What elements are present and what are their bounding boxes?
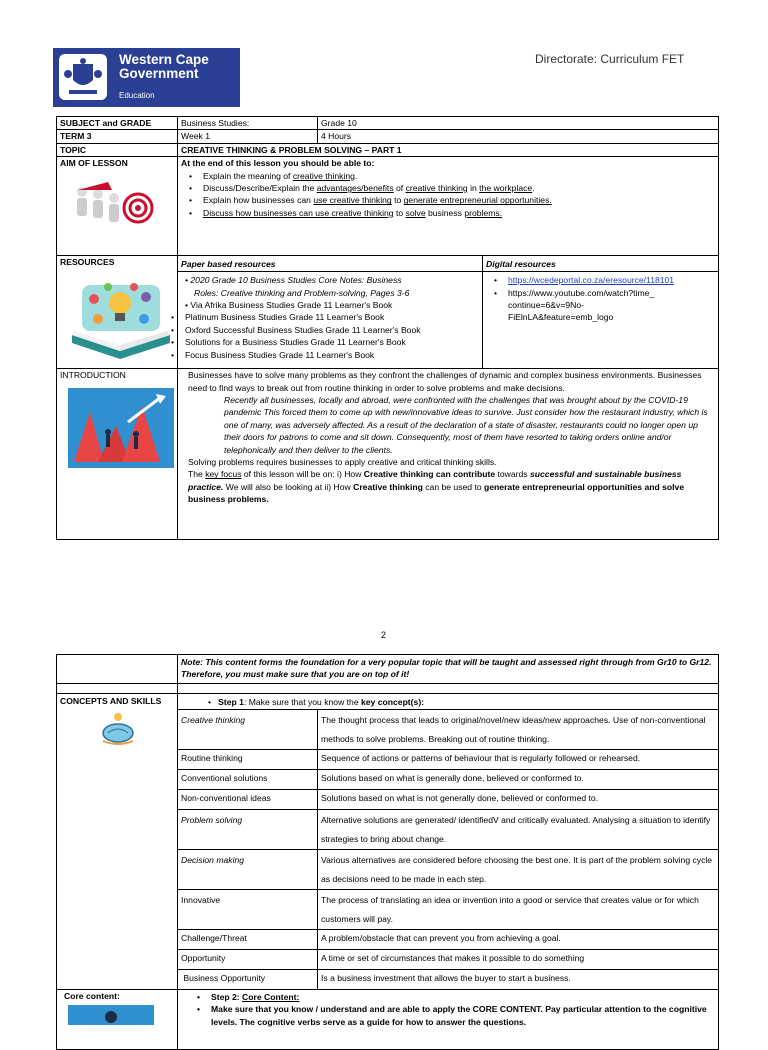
def-conventional-solutions: Solutions based on what is generally done, believed or conformed to.: [318, 770, 719, 790]
term-label: TERM 3: [57, 130, 178, 143]
term-routine-thinking: Routine thinking: [178, 750, 318, 770]
concepts-table: [56, 654, 719, 1050]
logo-line-1: Western Cape: [119, 52, 209, 67]
term-problem-solving: Problem solving: [178, 810, 318, 850]
step2-heading: • Step 2: Core Content:: [189, 991, 715, 1003]
resources-cell: [57, 256, 178, 369]
term-conventional-solutions: Conventional solutions: [178, 770, 318, 790]
def-innovative: The process of translating an idea or invention into a good or service that creates value or for which customers will pay.: [318, 890, 719, 930]
aim-intro: At the end of this lesson you should be able to:: [181, 158, 375, 169]
aim-item: • Explain how businesses can use creative thinking to generate entrepreneurial opportunities.: [181, 194, 715, 206]
core-content-illustration: [68, 1005, 154, 1025]
intro-key-focus: The key focus of this lesson will be on: i) How Creative thinking can contribute towards successful and sustainable business practice. We will also be looking at ii) How Creative thinking can be used to generate entrepreneurial opportunities and solve business problems.: [188, 469, 685, 505]
def-business-opportunity: Is a business investment that allows the buyer to start a business.: [318, 970, 719, 990]
def-opportunity: A time or set of circumstances that makes it possible to do something: [318, 950, 719, 970]
subject-value: Business Studies:: [178, 117, 318, 130]
concepts-label: CONCEPTS AND SKILLS: [60, 696, 162, 706]
def-challenge-threat: A problem/obstacle that can prevent you from achieving a goal.: [318, 930, 719, 950]
logo-line-2: Government: [119, 66, 199, 81]
youtube-link[interactable]: • https://www.youtube.com/watch?time_ continue=6&v=9No- FiElnLA&feature=emb_logo: [486, 287, 715, 324]
topic-value: CREATIVE THINKING & PROBLEM SOLVING – PART 1: [178, 143, 719, 156]
coat-of-arms-icon: [59, 54, 107, 100]
aim-label: AIM OF LESSON: [60, 158, 128, 169]
paper-item: • Via Afrika Business Studies Grade 11 Learner's Book: [185, 300, 393, 311]
wcg-logo: [53, 48, 240, 107]
term-innovative: Innovative: [178, 890, 318, 930]
def-creative-thinking: The thought process that leads to original/novel/new ideas/new approaches. Use of non-conventional methods to solve problems. Breaking out of routine thinking.: [318, 710, 719, 750]
def-routine-thinking: Sequence of actions or patterns of behaviour that is regularly followed or rehearsed.: [318, 750, 719, 770]
intro-paragraph: Businesses have to solve many problems as they confront the challenges of dynamic and complex business environments. Businesses need to find ways to break out from routine thinking in order to solve problems and make decisions.: [188, 370, 702, 393]
paper-item: • 2020 Grade 10 Business Studies Core Notes: Business: [185, 275, 402, 286]
aim-item: • Discuss how businesses can use creative thinking to solve business problems.: [181, 207, 715, 219]
growth-chart-illustration: [68, 388, 174, 468]
core-content-cell: [57, 990, 178, 1050]
week-value: Week 1: [178, 130, 318, 143]
paper-item: • Focus Business Studies Grade 11 Learner's Book: [163, 349, 479, 361]
intro-content: [178, 369, 719, 540]
directorate-label: Directorate: Curriculum FET: [535, 52, 685, 66]
target-figures-illustration: [68, 176, 158, 238]
resources-label: RESOURCES: [60, 257, 115, 268]
paper-resources-header: Paper based resources: [178, 256, 483, 272]
step1-line: • Step 1: Make sure that you know the key concept(s):: [178, 694, 719, 710]
step2-content: [178, 990, 719, 1050]
def-decision-making: Various alternatives are considered before choosing the best one. It is part of the problem solving cycle as decisions need to be made in each step.: [318, 850, 719, 890]
lesson-table: [56, 116, 719, 540]
topic-label: TOPIC: [57, 143, 178, 156]
aim-item: • Discuss/Describe/Explain the advantages/benefits of creative thinking in the workplace.: [181, 182, 715, 194]
aim-cell: [57, 157, 178, 256]
term-challenge-threat: Challenge/Threat: [178, 930, 318, 950]
page-number: 2: [381, 630, 387, 640]
paper-resources-list: [178, 272, 483, 369]
grade-value: Grade 10: [318, 117, 719, 130]
logo-line-3: Education: [119, 91, 155, 100]
step2-text: • Make sure that you know / understand and are able to apply the CORE CONTENT. Pay particular attention to the cognitive levels. The cognitive verbs serve as a guide for how to answer the questions.: [189, 1003, 715, 1028]
term-non-conventional-ideas: Non-conventional ideas: [178, 790, 318, 810]
intro-cell: [57, 369, 178, 540]
aim-item: • Explain the meaning of creative thinking.: [181, 170, 715, 182]
intro-label: INTRODUCTION: [60, 370, 126, 381]
def-problem-solving: Alternative solutions are generated/ identifiedV and critically evaluated. Analysing a situation to identify strategies to bring about change.: [318, 810, 719, 850]
def-non-conventional-ideas: Solutions based on what is not generally done, believed or conformed to.: [318, 790, 719, 810]
digital-resources-list: [483, 272, 719, 369]
paper-item: • Platinum Business Studies Grade 11 Learner's Book: [163, 311, 479, 323]
paper-item: • Solutions for a Business Studies Grade 11 Learner's Book: [163, 336, 479, 348]
intro-quote: Recently all businesses, locally and abroad, were confronted with the challenges that was brought about by the COVID-19 pandemic This forced them to come up with new/innovative ideas to survive. Just consider how the restaurant industry, which is one of many, was adversely affected. As a result of the declaration of a state of disaster, restaurants could no longer open up their doors for patrons to come and sit down. Consequently, most of them have resorted to taking orders online and/or telephonically and then deliver to the clients.: [224, 395, 708, 455]
aim-content: [178, 157, 719, 256]
term-decision-making: Decision making: [178, 850, 318, 890]
concepts-cell: [57, 694, 178, 990]
paper-item: Roles: Creative thinking and Problem-solving, Pages 3-6: [194, 287, 410, 298]
hours-value: 4 Hours: [318, 130, 719, 143]
digital-resources-header: Digital resources: [483, 256, 719, 272]
paper-item: • Oxford Successful Business Studies Grade 11 Learner's Book: [163, 324, 479, 336]
brain-idea-icon: [98, 711, 138, 747]
term-business-opportunity: Business Opportunity: [178, 970, 318, 990]
core-content-label: Core content:: [64, 991, 120, 1001]
intro-paragraph: Solving problems requires businesses to apply creative and critical thinking skills.: [188, 457, 497, 468]
eresource-link[interactable]: https://wcedeportal.co.za/eresource/118101: [508, 275, 675, 286]
book-ideas-illustration: [68, 279, 174, 361]
content-note: Note: This content forms the foundation for a very popular topic that will be taught and assessed right through from Gr10 to Gr12. Therefore, you must make sure that you are on top of it!: [178, 655, 719, 684]
term-creative-thinking: Creative thinking: [178, 710, 318, 750]
subject-label: SUBJECT and GRADE: [57, 117, 178, 130]
term-opportunity: Opportunity: [178, 950, 318, 970]
